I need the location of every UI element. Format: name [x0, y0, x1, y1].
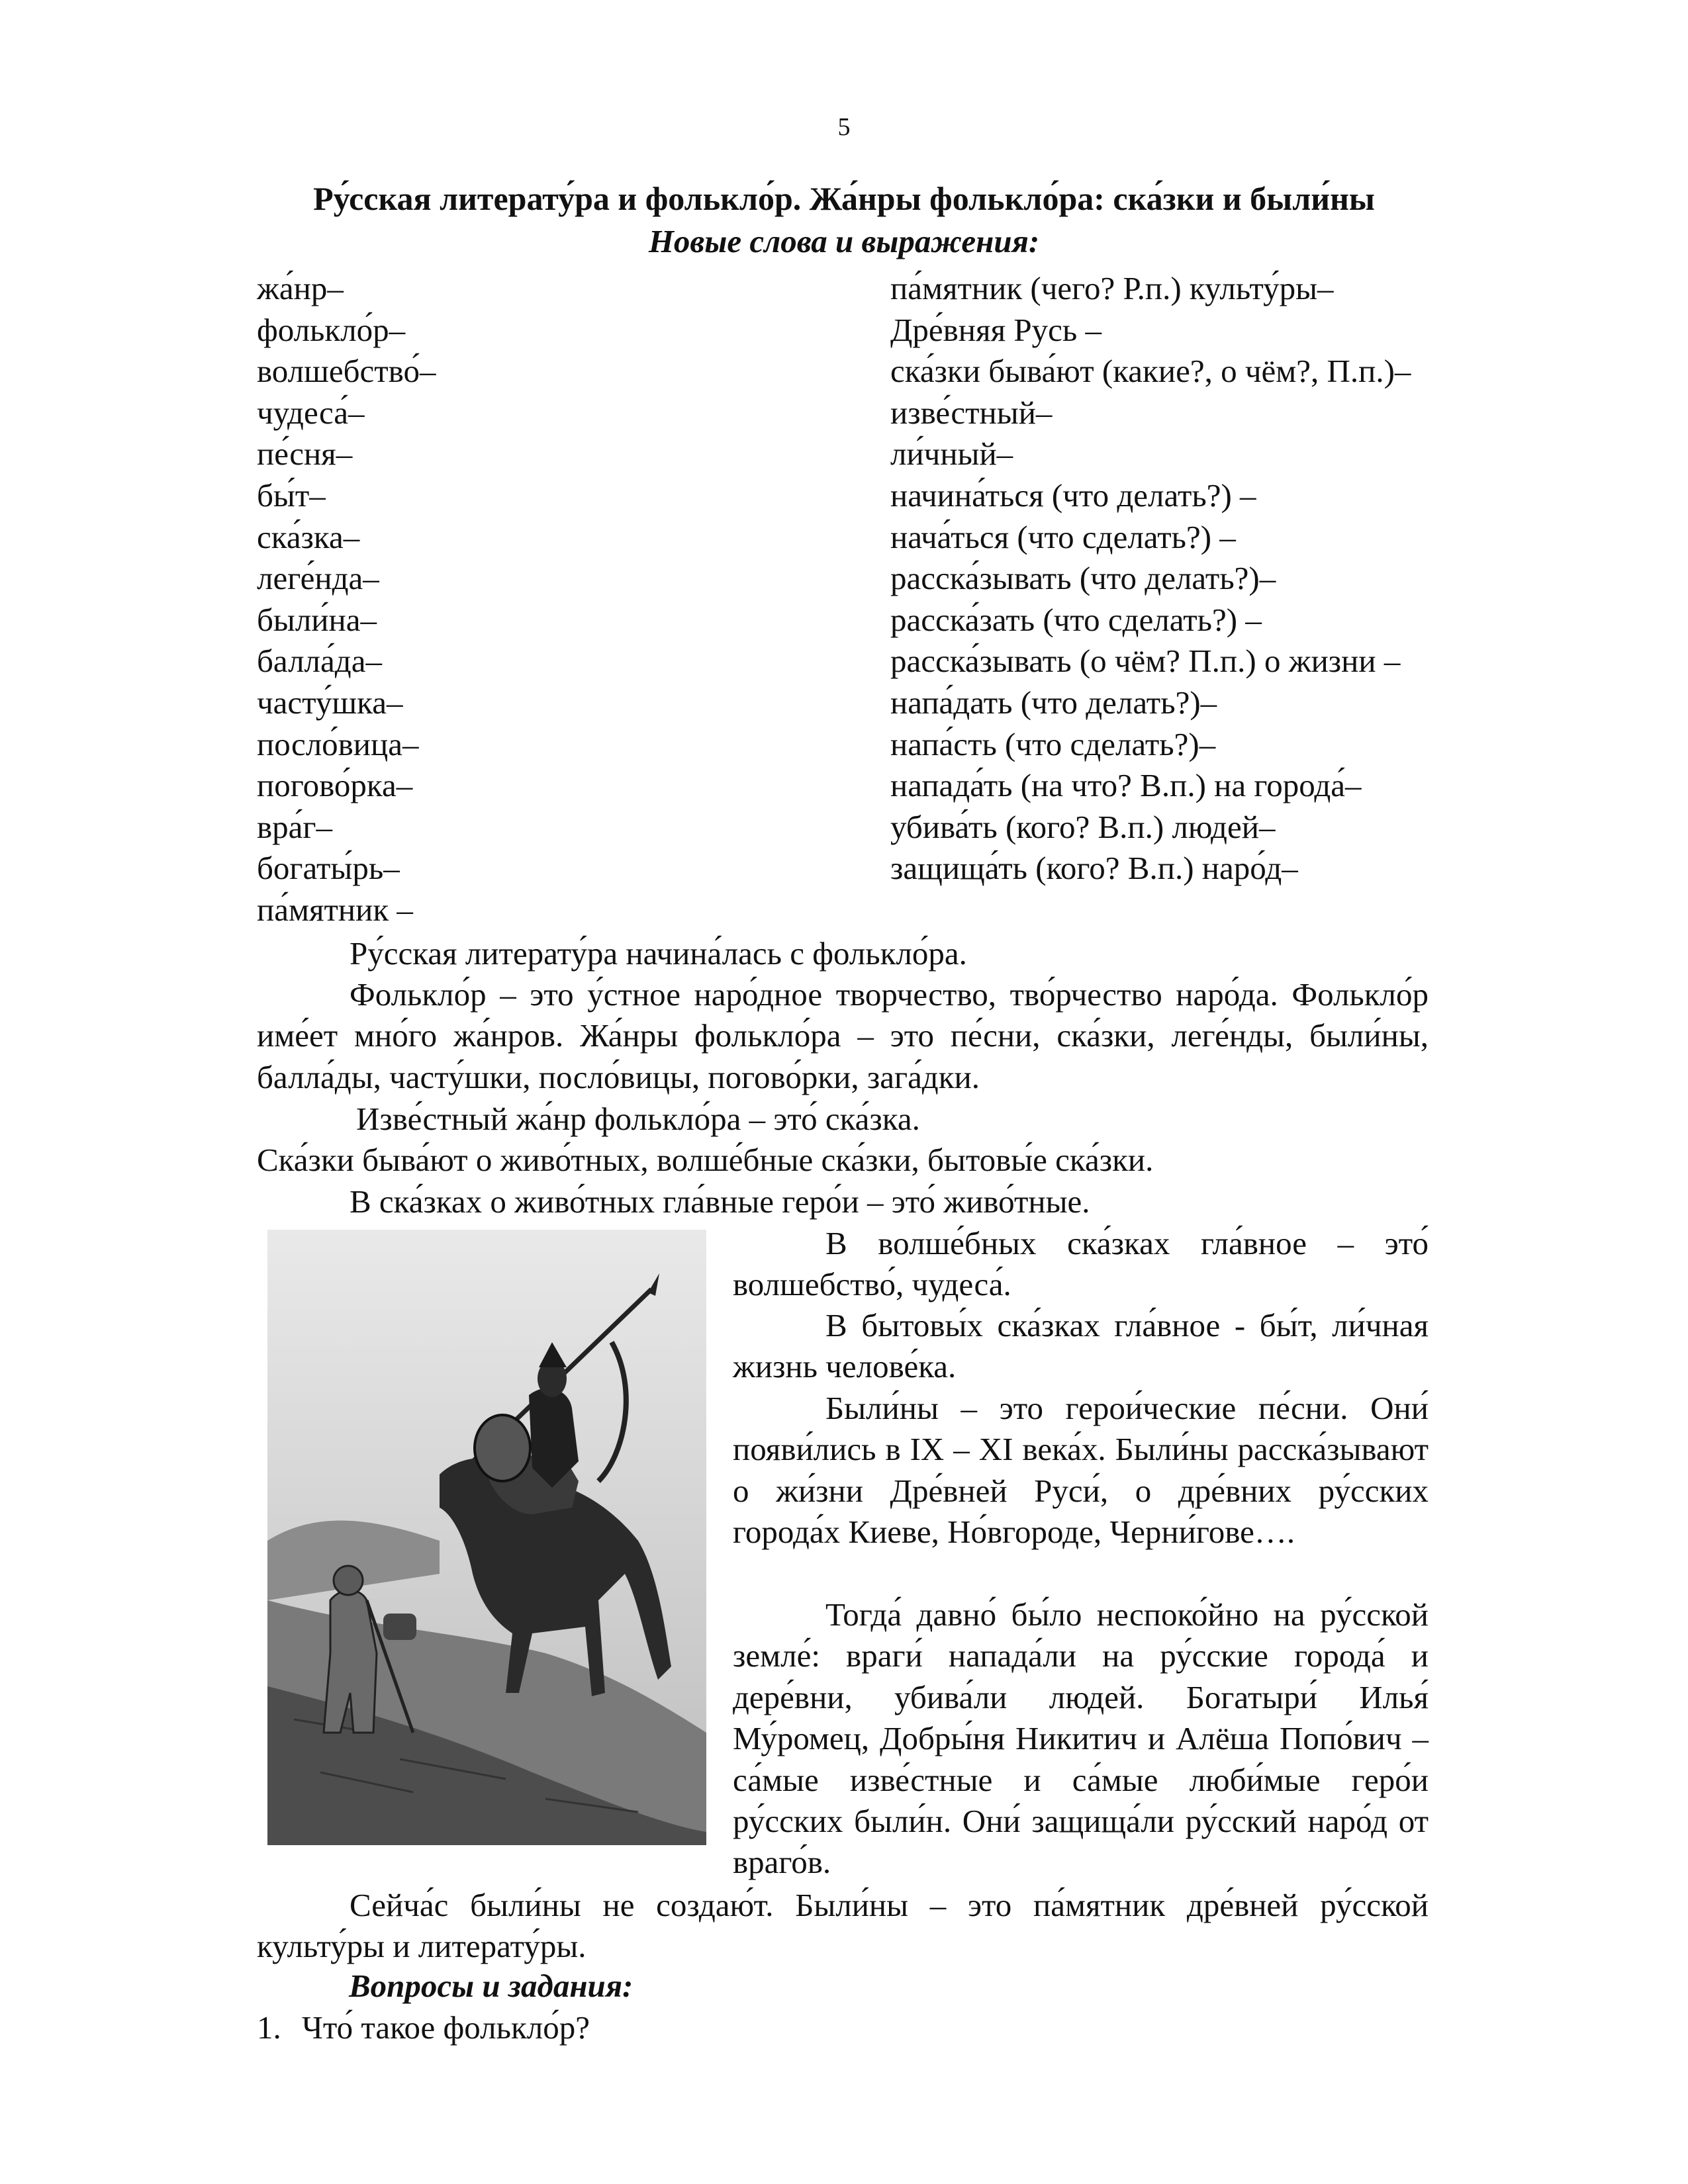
paragraph-conclusion: Сейча́с были́ны не создаю́т. Были́ны – это па́мятник дре́вней ру́сской культу́ры и литерату́ры.: [257, 1887, 1429, 1965]
vocab-item: часту́шка–: [257, 684, 403, 721]
vocab-item: напада́ть (на что? В.п.) на города́–: [890, 767, 1362, 804]
vocab-item: бы́т–: [257, 477, 326, 514]
vocab-item: расска́зать (что сделать?) –: [890, 601, 1262, 638]
questions-heading: Вопросы и задания:: [349, 1968, 633, 2004]
page-number: 5: [837, 113, 851, 141]
vocab-item: расска́зывать (что делать?)–: [890, 560, 1276, 597]
vocab-item: погово́рка–: [257, 767, 413, 804]
paragraph-famous-genre: Изве́стный жа́нр фолькло́ра – это́ ска́зка.: [356, 1101, 920, 1137]
paragraph-bogatyrs: Тогда́ давно́ бы́ло неспоко́йно на ру́сской земле́: враги́ напада́ли на ру́сские города́ и дере́вни, убива́ли людей. Богатыри́ Илья́ Му́ромец, Добры́ня Никитич и Алёша Попо́вич – са́мые изве́стные и са́мые люби́мые геро́и ру́сских были́н. Они́ защища́ли ру́сский наро́д от враго́в.: [733, 1596, 1429, 1881]
vocab-item: па́мятник –: [257, 891, 413, 928]
vocab-item: напа́сть (что сделать?)–: [890, 725, 1216, 762]
question-number: 1.: [257, 2009, 281, 2046]
vocab-item: изве́стный–: [890, 394, 1053, 431]
vocab-item: были́на–: [257, 601, 377, 638]
vocab-item: чудеса́–: [257, 394, 365, 431]
paragraph-animal-tales: В ска́зках о живо́тных гла́вные геро́и – это́ живо́тные.: [350, 1183, 1090, 1220]
illustration-drawing: [267, 1230, 706, 1845]
paragraph-tale-types: Ска́зки быва́ют о живо́тных, волше́бные ска́зки, бытовы́е ска́зки.: [257, 1142, 1154, 1178]
vocab-item: напа́дать (что делать?)–: [890, 684, 1217, 721]
paragraph-byliny: Были́ны – это герои́ческие пе́сни. Они́ появи́лись в IX – XI века́х. Были́ны расска́зывают о жи́зни Дре́вней Руси́, о дре́вних ру́сских города́х Киеве, Но́вгороде, Черни́гове….: [733, 1390, 1429, 1551]
questions-list: [257, 2007, 590, 2048]
paragraph-everyday-tales: В бытовы́х ска́зках гла́вное - бы́т, ли́чная жизнь челове́ка.: [733, 1307, 1429, 1385]
vocab-item: балла́да–: [257, 643, 382, 680]
vocabulary-list-right: [890, 268, 1411, 889]
vocab-item: па́мятник (чего? Р.п.) культу́ры–: [890, 270, 1334, 306]
vocab-item: богаты́рь–: [257, 850, 400, 887]
vocab-item: посло́вица–: [257, 725, 419, 762]
paragraph-magic-tales: В волше́бных ска́зках гла́вное – это́ волшебство́, чудеса́.: [733, 1225, 1429, 1303]
question-text: Что́ такое фолькло́р?: [302, 2009, 590, 2046]
vocab-item: ска́зка–: [257, 518, 360, 555]
vocab-item: леге́нда–: [257, 560, 379, 597]
vocabulary-heading: Новые слова и выражения:: [648, 223, 1040, 259]
vocab-item: фолькло́р–: [257, 311, 406, 348]
vocabulary-list-left: [257, 268, 436, 931]
vocab-item: расска́зывать (о чём? П.п.) о жизни –: [890, 643, 1401, 680]
question-item: [257, 2007, 590, 2048]
vocab-item: начина́ться (что делать?) –: [890, 477, 1256, 514]
vocab-item: пе́сня–: [257, 435, 353, 473]
bogatyr-illustration: [267, 1230, 706, 1845]
vocab-item: Дре́вняя Русь –: [890, 311, 1102, 348]
vocab-item: защища́ть (кого? В.п.) наро́д–: [890, 850, 1298, 887]
paragraph-folklore-definition: Фолькло́р – это у́стное наро́дное творчество, тво́рчество наро́да. Фолькло́р име́ет мно́го жа́нров. Жа́нры фолькло́ра – это пе́сни, ска́зки, леге́нды, были́ны, балла́ды, часту́шки, посло́вицы, погово́рки, зага́дки.: [257, 976, 1429, 1095]
vocab-item: волшебство́–: [257, 353, 436, 390]
vocab-item: убива́ть (кого? В.п.) людей–: [890, 808, 1276, 845]
vocab-item: ска́зки быва́ют (какие?, о чём?, П.п.)–: [890, 353, 1411, 390]
vocab-item: жа́нр–: [257, 270, 344, 306]
vocab-item: нача́ться (что сделать?) –: [890, 518, 1236, 555]
paragraph-intro: Ру́сская литерату́ра начина́лась с фолькло́ра.: [350, 935, 967, 972]
vocab-item: ли́чный–: [890, 435, 1013, 473]
page-title: Ру́сская литерату́ра и фолькло́р. Жа́нры фолькло́ра: ска́зки и были́ны: [313, 180, 1375, 217]
vocab-item: вра́г–: [257, 808, 332, 845]
